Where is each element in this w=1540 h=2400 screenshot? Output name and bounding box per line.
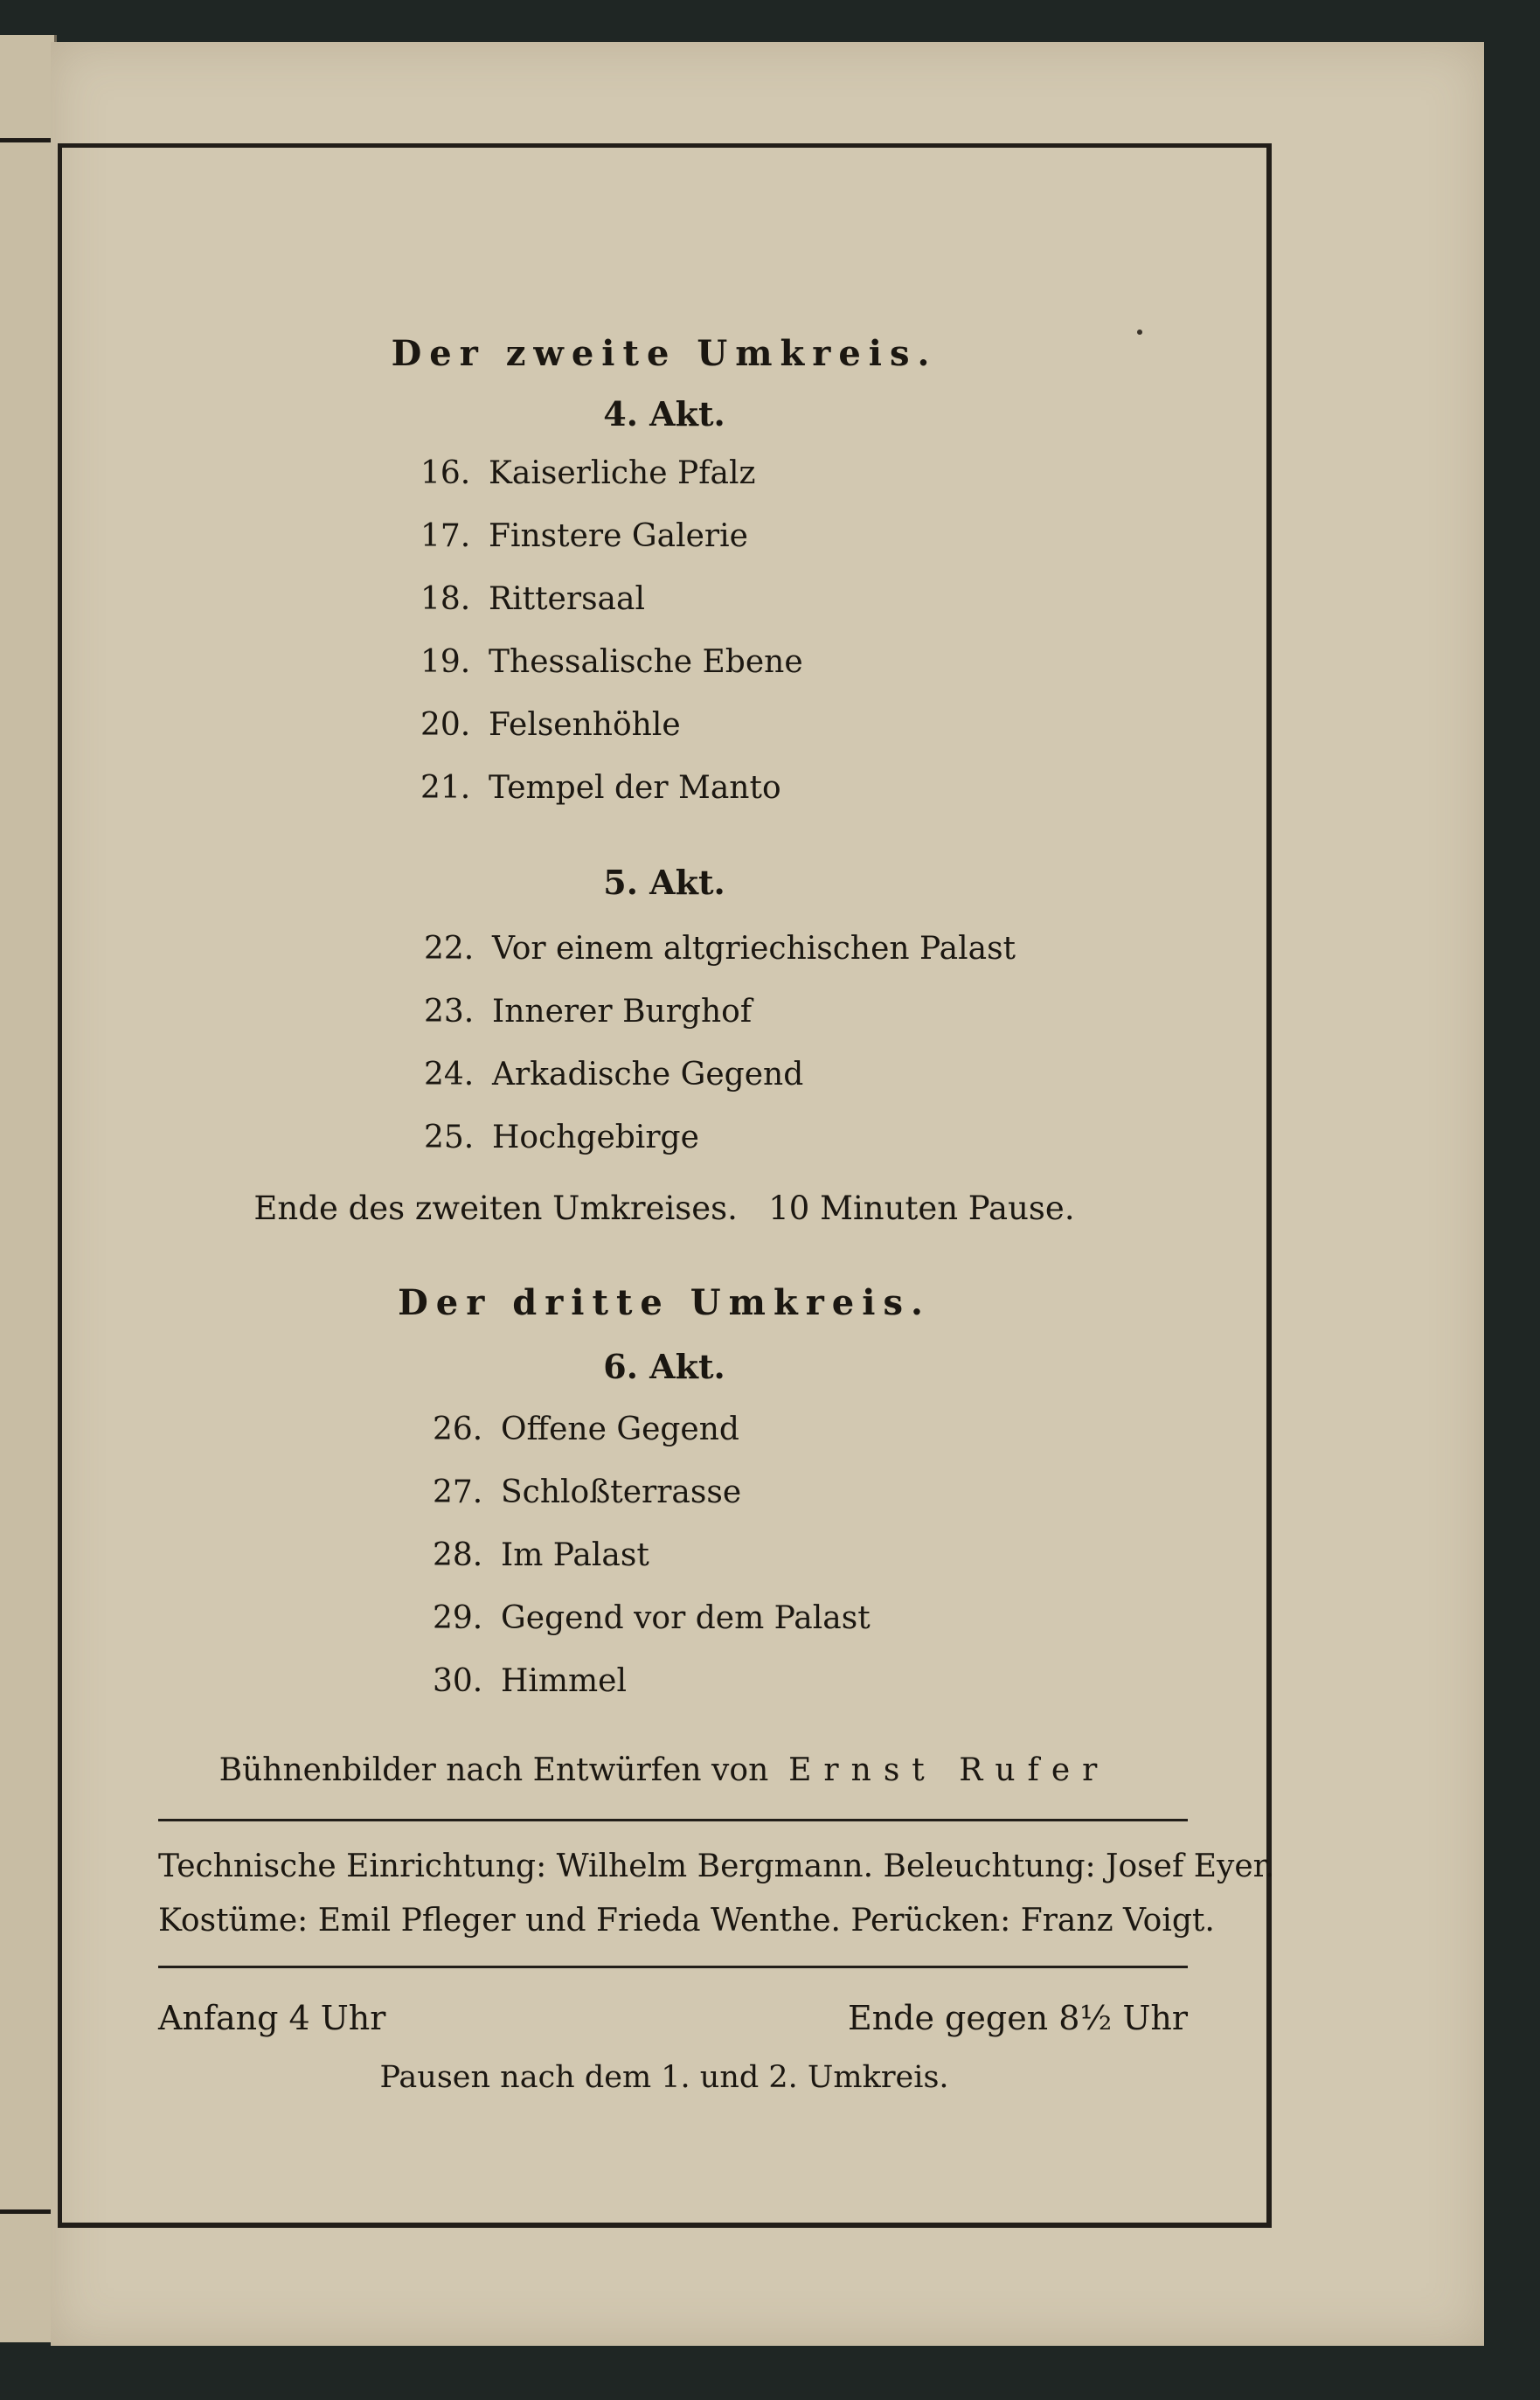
scene-16: 16. Kaiserliche Pfalz xyxy=(420,455,756,491)
act-6-label: 6. Akt. xyxy=(603,1347,725,1386)
costume-credits: Kostüme: Emil Pfleger und Frieda Wenthe. Perücken: Franz Voigt. xyxy=(158,1903,1215,1939)
scene-28: 28. Im Palast xyxy=(433,1537,649,1573)
page-frame xyxy=(58,143,1275,2228)
divider-rule-bottom xyxy=(158,1966,1188,1968)
start-end-times xyxy=(158,1999,1188,2037)
scene-22: 22. Vor einem altgriechischen Palast xyxy=(424,931,1016,967)
pause-note: Pausen nach dem 1. und 2. Umkreis. xyxy=(379,2060,949,2095)
act-5-label: 5. Akt. xyxy=(603,863,725,902)
scene-19: 19. Thessalische Ebene xyxy=(420,644,803,680)
scene-29: 29. Gegend vor dem Palast xyxy=(433,1600,871,1636)
technical-credits: Technische Einrichtung: Wilhelm Bergmann. Beleuchtung: Josef Eyer. xyxy=(158,1849,1275,1884)
divider-rule-top xyxy=(158,1819,1188,1821)
start-time: Anfang 4 Uhr xyxy=(158,1999,386,2037)
act-4-label: 4. Akt. xyxy=(603,394,725,434)
section-heading-zweiter-umkreis: Der zweite Umkreis. xyxy=(391,333,938,374)
scene-18: 18. Rittersaal xyxy=(420,581,645,617)
left-page-edge xyxy=(0,35,57,2342)
stage-design-credit: Bühnenbilder nach Entwürfen von Ernst Rufer xyxy=(219,1752,1110,1788)
end-of-second-circle: Ende des zweiten Umkreises. 10 Minuten Pause. xyxy=(253,1190,1075,1227)
scene-20: 20. Felsenhöhle xyxy=(420,707,681,743)
program-page xyxy=(51,42,1484,2346)
left-page-rule-top xyxy=(0,138,51,142)
scene-26: 26. Offene Gegend xyxy=(433,1412,739,1447)
scene-23: 23. Innerer Burghof xyxy=(424,994,753,1030)
scene-17: 17. Finstere Galerie xyxy=(420,518,748,554)
section-heading-dritter-umkreis: Der dritte Umkreis. xyxy=(398,1282,931,1323)
left-page-rule-bottom xyxy=(0,2209,51,2214)
program-content xyxy=(62,148,1275,2223)
scene-27: 27. Schloßterrasse xyxy=(433,1474,742,1510)
scene-24: 24. Arkadische Gegend xyxy=(424,1057,804,1092)
scene-25: 25. Hochgebirge xyxy=(424,1120,699,1155)
scene-30: 30. Himmel xyxy=(433,1663,627,1699)
end-time: Ende gegen 8½ Uhr xyxy=(847,1999,1188,2037)
scene-21: 21. Tempel der Manto xyxy=(420,770,781,806)
